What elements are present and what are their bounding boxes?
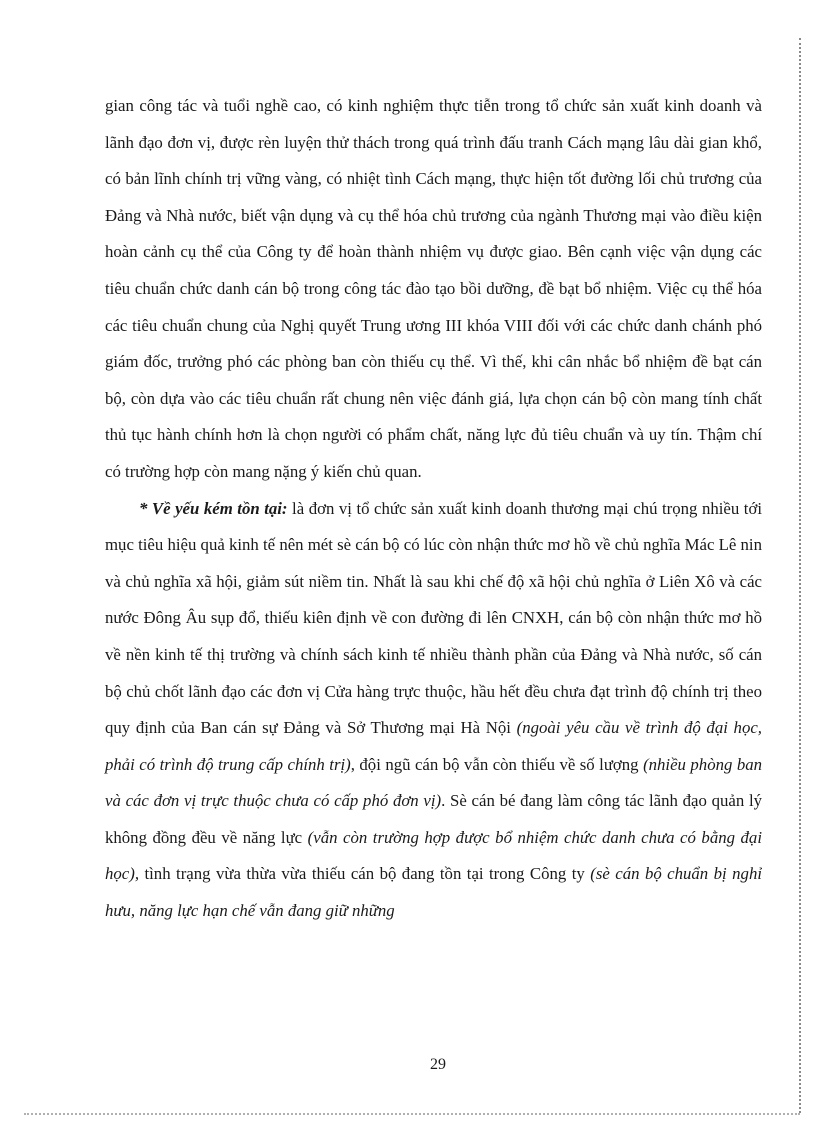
paragraph-2-run-4: tình trạng vừa thừa vừa thiếu cán bộ đang tồn tại trong Công ty bbox=[139, 864, 591, 884]
page-border-right bbox=[799, 38, 801, 1113]
page-border-bottom bbox=[24, 1113, 800, 1115]
page-number: 29 bbox=[430, 1056, 446, 1073]
paragraph-2-italic-3: (vẫn còn trường hợp được bổ nhiệm chức danh chưa có bằng đại học), bbox=[105, 827, 762, 884]
paragraph-2-italic-1: (ngoài yêu cầu về trình độ đại học, phải có trình độ trung cấp chính trị) bbox=[105, 718, 762, 774]
section-heading: * Về yếu kém tồn tại: bbox=[139, 498, 288, 518]
paragraph-2 bbox=[105, 491, 762, 930]
paragraph-1: gian công tác và tuổi nghề cao, có kinh nghiệm thực tiễn trong tổ chức sản xuất kinh doanh và lãnh đạo đơn vị, được rèn luyện thử thách trong quá trình đấu tranh Cách mạng lâu dài gian khổ, có bản lĩnh chính trị vững vàng, có nhiệt tình Cách mạng, thực hiện tốt đường lối chủ trương của Đảng và Nhà nước, biết vận dụng và cụ thể hóa chủ trương của ngành Thương mại vào điều kiện hoàn cảnh cụ thể của Công ty để hoàn thành nhiệm vụ được giao. Bên cạnh việc vận dụng các tiêu chuẩn chức danh cán bộ trong công tác đào tạo bồi dưỡng, đề bạt bổ nhiệm. Việc cụ thể hóa các tiêu chuẩn chung của Nghị quyết Trung ương III khóa VIII đối với các chức danh chánh phó giám đốc, trưởng phó các phòng ban còn thiếu cụ thể. Vì thế, khi cân nhắc bổ nhiệm đề bạt cán bộ, còn dựa vào các tiêu chuẩn rất chung nên việc đánh giá, lựa chọn cán bộ còn mang tính chất thủ tục hành chính hơn là chọn người có phẩm chất, năng lực đủ tiêu chuẩn và uy tín. Thậm chí có trường hợp còn mang nặng ý kiến chủ quan. bbox=[105, 96, 762, 481]
paragraph-2-run-2: , đội ngũ cán bộ vẫn còn thiếu về số lượng bbox=[350, 754, 644, 774]
paragraph-2-run-1: là đơn vị tổ chức sản xuất kinh doanh thương mại chú trọng nhiều tới mục tiêu hiệu quả kinh tế nên mét sè cán bộ có lúc còn nhận thức mơ hồ về chủ nghĩa Mác Lê nin và chủ nghĩa xã hội, giảm sút niềm tin. Nhất là sau khi chế độ xã hội chủ nghĩa ở Liên Xô và các nước Đông Âu sụp đổ, thiếu kiên định về con đường đi lên CNXH, cán bộ còn nhận thức mơ hồ về nền kinh tế thị trường và chính sách kinh tế nhiều thành phần của Đảng và Nhà nước, số cán bộ chủ chốt lãnh đạo các đơn vị Cửa hàng trực thuộc, hầu hết đều chưa đạt trình độ chính trị theo quy định của Ban cán sự Đảng và Sở Thương mại Hà Nội bbox=[105, 498, 762, 738]
body-text bbox=[105, 88, 762, 930]
paragraph-2-run-3: . Sè cán bé đang làm công tác lãnh đạo quản lý không đồng đều về năng lực bbox=[105, 791, 762, 847]
paragraph-2-italic-4: (sè cán bộ chuẩn bị nghỉ hưu, năng lực hạn chế vẫn đang giữ những bbox=[105, 864, 762, 921]
paragraph-2-italic-2: (nhiều phòng ban và các đơn vị trực thuộc chưa có cấp phó đơn vị) bbox=[105, 754, 763, 811]
